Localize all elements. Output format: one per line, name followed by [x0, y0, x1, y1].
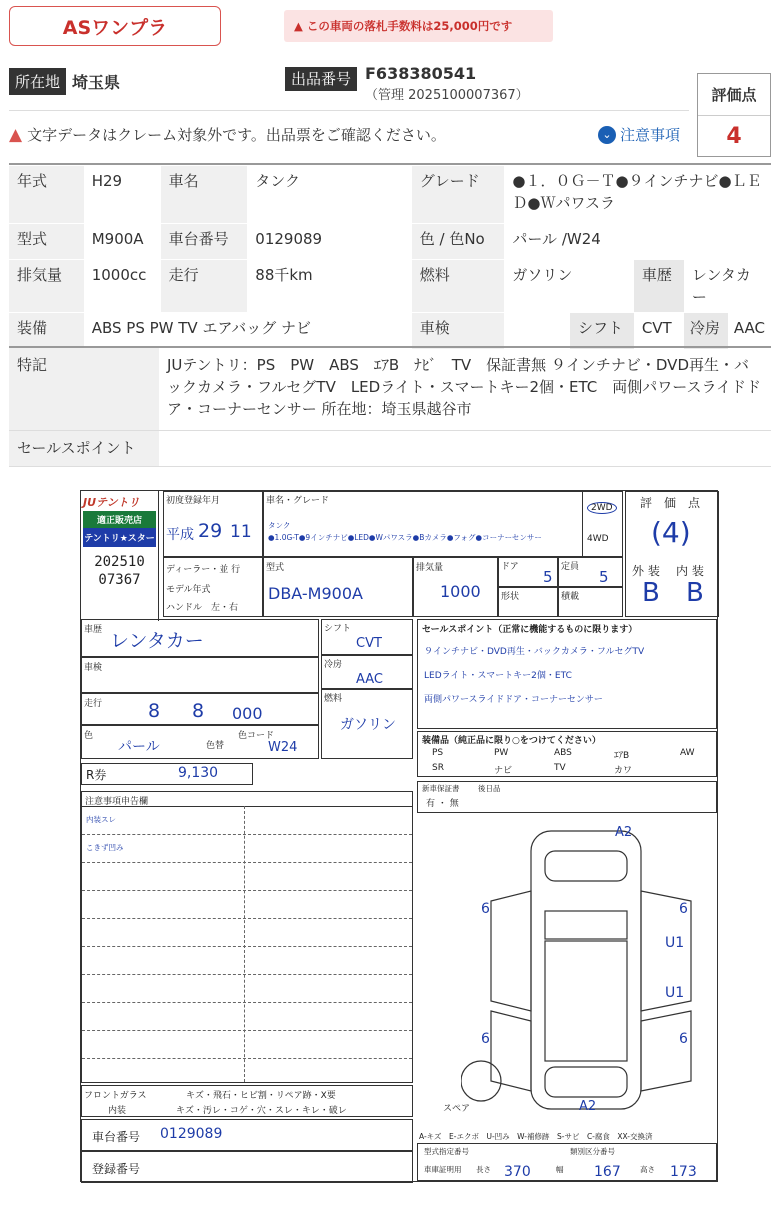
- r-label: R券: [86, 768, 107, 782]
- load-label: 積載: [561, 592, 580, 602]
- sheet-ac-label: 冷房: [324, 660, 343, 670]
- windshield-value: キズ・飛石・ヒビ割・リペア跡・X要: [186, 1091, 336, 1101]
- equip-abs: ABS: [554, 748, 572, 758]
- shift-label: シフト: [570, 313, 634, 350]
- sheet-fuel-label: 燃料: [324, 694, 343, 704]
- capacity-value: 5: [599, 568, 609, 586]
- width-label: 幅: [556, 1165, 564, 1174]
- notes-link-label: 注意事項: [620, 126, 681, 144]
- after-label: 後日品: [478, 784, 501, 793]
- history-value: レンタカー: [684, 260, 771, 313]
- sheet-chassis-value: 0129089: [160, 1126, 223, 1142]
- chevron-down-icon: ⌄: [598, 126, 616, 144]
- type-no-label: 型式指定番号: [424, 1147, 469, 1156]
- logo-mid: 適正販売店: [83, 511, 156, 528]
- shape-label: 形状: [501, 592, 520, 602]
- model-value: DBA-M900A: [268, 584, 363, 603]
- sheet-regno-label: 登録番号: [92, 1162, 141, 1176]
- sheet-shift-label: シフト: [324, 624, 352, 634]
- disp-label: 排気量: [416, 563, 444, 573]
- sheet-regno-box: [81, 1151, 413, 1183]
- sheet-sales-title: セールスポイント（正常に機能するものに限ります）: [422, 625, 638, 635]
- fuel-value: ガソリン: [504, 260, 633, 313]
- sheet-mileage-a: 8: [148, 700, 161, 722]
- car-diagram: [461, 821, 721, 1119]
- name-grade-label: 車名・グレード: [266, 496, 330, 506]
- score-value: (4): [651, 516, 691, 549]
- sales-point-label: セールスポイント: [9, 430, 159, 466]
- sheet-history-label: 車歴: [84, 625, 103, 635]
- shape-box: [498, 587, 558, 617]
- location-label: 所在地: [9, 68, 66, 95]
- grade-value: ●１．０Ｇ－Ｔ●９インチナビ●ＬＥＤ●Ｗパワスラ: [504, 166, 771, 224]
- sheet-fuel-box: [321, 689, 413, 759]
- sheet-history-value: レンタカー: [110, 630, 204, 652]
- sheet-mileage-c: 000: [232, 704, 263, 723]
- special-label: 特記: [9, 348, 159, 430]
- name-label: 車名: [161, 166, 248, 224]
- sheet-sales-1: ９インチナビ・DVD再生・バックカメラ・フルセグTV: [424, 647, 645, 657]
- sheet-shift-box: [321, 619, 413, 655]
- mark-rr: 6: [679, 1031, 688, 1047]
- grade-label: グレード: [412, 166, 505, 224]
- claim-warning: [9, 124, 446, 145]
- spare-label: スペア: [443, 1104, 471, 1114]
- rating-box: [697, 73, 771, 157]
- history-label: 車歴: [634, 260, 684, 313]
- auction-sheet[interactable]: [80, 490, 718, 1182]
- chassis-label: 車台番号: [161, 224, 248, 260]
- stamp-line2: 07367: [98, 572, 141, 588]
- sheet-shift-value: CVT: [356, 636, 382, 651]
- sheet-notes-box: [81, 791, 413, 1083]
- name-small: タンク: [268, 521, 291, 530]
- model-label: 型式: [266, 563, 285, 573]
- sheet-condition-box: [81, 1085, 413, 1117]
- disp-box: [413, 557, 498, 617]
- mark-rear: A2: [579, 1099, 597, 1114]
- first-reg-era: 平成: [166, 527, 194, 543]
- sheet-chassis-box: [81, 1119, 413, 1151]
- color-label: 色 / 色No: [412, 224, 505, 260]
- displacement-value: 1000cc: [84, 260, 161, 313]
- cert-label: 車庫証明用: [424, 1165, 462, 1174]
- sheet-sales-2: LEDライト・スマートキー2個・ETC: [424, 671, 572, 681]
- inspection-value: [504, 313, 570, 350]
- equip-ps: PS: [432, 748, 444, 758]
- interior-label: 内 装: [676, 564, 704, 578]
- mark-side1: U1: [665, 935, 685, 951]
- spec-table: [9, 165, 771, 350]
- remarks-table: [9, 348, 771, 467]
- damage-legend: A-キズ E-エクボ U-凹み W-補修跡 S-サビ C-腐食 XX-交換済: [419, 1132, 653, 1141]
- sheet-equip-box: [417, 731, 717, 777]
- sheet-warranty-box: [417, 781, 717, 813]
- class-no-label: 類別区分番号: [570, 1147, 615, 1156]
- sheet-mileage-b: 8: [192, 700, 205, 722]
- rating-label: 評価点: [698, 74, 770, 116]
- sheet-color-change: 色替: [206, 741, 225, 751]
- fuel-label: 燃料: [412, 260, 505, 313]
- drive-box: [582, 491, 623, 557]
- rating-value: 4: [726, 123, 742, 149]
- color-value: パール /W24: [504, 224, 771, 260]
- management-number: （管理 2025100007367）: [365, 88, 529, 103]
- stamp-line1: 202510: [94, 554, 145, 570]
- r-value: 9,130: [178, 765, 219, 781]
- dimensions-box: [417, 1143, 717, 1181]
- note-2: こきず凹み: [86, 843, 124, 852]
- sheet-color-box: [81, 725, 319, 759]
- equip-sr: SR: [432, 763, 444, 773]
- year-label: 年式: [9, 166, 84, 224]
- sheet-color-label: 色: [84, 731, 94, 741]
- as-wanpura-button[interactable]: ASワンプラ: [9, 6, 221, 46]
- location-value: 埼玉県: [72, 73, 121, 92]
- disp-value: 1000: [440, 582, 481, 601]
- shift-value: CVT: [634, 313, 684, 350]
- height-value: 173: [670, 1164, 697, 1180]
- capacity-box: [558, 557, 623, 587]
- logo-top: JUテントリ: [83, 496, 140, 509]
- sheet-color-value: パール: [118, 739, 160, 755]
- mark-side2: U1: [665, 985, 685, 1001]
- mark-fl: 6: [481, 901, 490, 917]
- first-reg-label: 初度登録年月: [166, 496, 221, 506]
- dealer-label: ディーラー・並 行: [166, 565, 241, 575]
- mark-fr: 6: [679, 901, 688, 917]
- sheet-notes-title: 注意事項申告欄: [85, 797, 149, 807]
- model-label: 型式: [9, 224, 84, 260]
- notes-link[interactable]: [598, 124, 680, 145]
- mileage-label: 走行: [161, 260, 248, 313]
- sheet-mileage-box: [81, 693, 319, 725]
- grade-line: ●1.0G-T●9インチナビ●LED●Wパワスラ●Bカメラ●フォグ●コーナーセンサー: [268, 533, 542, 542]
- warning-icon: ▲: [9, 124, 23, 145]
- load-box: [558, 587, 623, 617]
- mark-rl: 6: [481, 1031, 490, 1047]
- warranty-value: 有 ・ 無: [426, 799, 459, 809]
- name-value: タンク: [247, 166, 411, 224]
- model-value: M900A: [84, 224, 161, 260]
- capacity-label: 定員: [561, 562, 580, 572]
- door-label: ドア: [501, 562, 519, 572]
- location: [9, 68, 120, 95]
- first-reg-year: 29: [198, 520, 223, 542]
- r-box: [81, 763, 253, 785]
- door-value: 5: [543, 568, 553, 586]
- equipment-label: 装備: [9, 313, 84, 350]
- year-value: H29: [84, 166, 161, 224]
- first-reg-box: [163, 491, 263, 557]
- sheet-equip-title: 装備品（純正品に限り○をつけてください）: [422, 736, 601, 746]
- width-value: 167: [594, 1164, 621, 1180]
- exterior-grade: B: [642, 578, 660, 608]
- sales-point-value: [159, 430, 771, 466]
- name-grade-box: [263, 491, 623, 557]
- equip-navi: ナビ: [494, 766, 513, 776]
- logo-bottom: テントリ★スター: [83, 528, 156, 547]
- handle-label: ハンドル 左・右: [166, 603, 239, 613]
- sheet-ac-box: [321, 655, 413, 689]
- sheet-color-code: W24: [268, 740, 298, 755]
- model-year-label: モデル年式: [166, 585, 211, 595]
- interior-grade: B: [686, 578, 704, 608]
- model-box: [263, 557, 413, 617]
- drive-2wd: 2WD: [587, 502, 617, 514]
- chassis-value: 0129089: [247, 224, 411, 260]
- mileage-value: 88千km: [247, 260, 411, 313]
- sheet-history-box: [81, 619, 319, 657]
- equip-airbag: ｴｱB: [614, 751, 630, 761]
- equip-aw: AW: [680, 748, 695, 758]
- claim-warning-text: 文字データはクレーム対象外です。出品票をご確認ください。: [27, 126, 446, 144]
- door-box: [498, 557, 558, 587]
- mark-front: A2: [615, 825, 633, 840]
- equip-pw: PW: [494, 748, 509, 758]
- length-label: 長さ: [476, 1165, 491, 1174]
- lot-number: F638380541: [365, 64, 477, 83]
- displacement-label: 排気量: [9, 260, 84, 313]
- drive-4wd: 4WD: [587, 534, 609, 544]
- sheet-stamp: [81, 553, 158, 589]
- ac-value: AAC: [733, 319, 765, 337]
- equipment-value: ABS PS PW TV エアバッグ ナビ: [84, 313, 412, 350]
- lot-label-box: [285, 68, 357, 89]
- special-value: JUテントリ：PS PW ABS ｴｱB ﾅﾋﾞ TV 保証書無 ９インチナビ・DVD再生・バックカメラ・フルセグTV LEDライト・スマートキー2個・ETC 両側パワースライドドア・コーナーセンサー 所在地：埼玉県越谷市: [167, 356, 762, 418]
- score-label: 評 価 点: [640, 496, 701, 510]
- sheet-color-code-label: 色コード: [238, 731, 275, 741]
- dealer-box: [163, 557, 263, 617]
- lot-label: 出品番号: [285, 67, 357, 91]
- warning-icon: ▲: [294, 19, 303, 33]
- note-1: 内装スレ: [86, 815, 116, 824]
- sheet-ac-value: AAC: [356, 672, 383, 687]
- sheet-fuel-value: ガソリン: [340, 717, 396, 733]
- score-box: [625, 491, 719, 617]
- equip-tv: TV: [554, 763, 566, 773]
- inspection-label: 車検: [412, 313, 505, 350]
- ac-label: 冷房: [684, 313, 728, 349]
- sheet-mileage-label: 走行: [84, 699, 103, 709]
- length-value: 370: [504, 1164, 531, 1180]
- sheet-inspection-box: [81, 657, 319, 693]
- fee-notice: [284, 10, 553, 42]
- interior-cond-label: 内装: [108, 1106, 127, 1116]
- sheet-sales-box: [417, 619, 717, 729]
- sheet-sales-3: 両側パワースライドドア・コーナーセンサー: [424, 695, 603, 705]
- first-reg-month: 11: [230, 522, 252, 542]
- sheet-inspection-label: 車検: [84, 663, 103, 673]
- warranty-label: 新車保証書: [422, 784, 460, 793]
- interior-cond-value: キズ・汚レ・コゲ・穴・スレ・キレ・破レ: [176, 1106, 347, 1116]
- fee-notice-text: この車両の落札手数料は25,000円です: [306, 19, 513, 33]
- exterior-label: 外 装: [632, 564, 660, 578]
- sheet-chassis-label: 車台番号: [92, 1130, 141, 1144]
- height-label: 高さ: [640, 1165, 655, 1174]
- windshield-label: フロントガラス: [84, 1091, 147, 1101]
- sheet-logo: [81, 491, 159, 621]
- equip-leather: カワ: [614, 766, 633, 776]
